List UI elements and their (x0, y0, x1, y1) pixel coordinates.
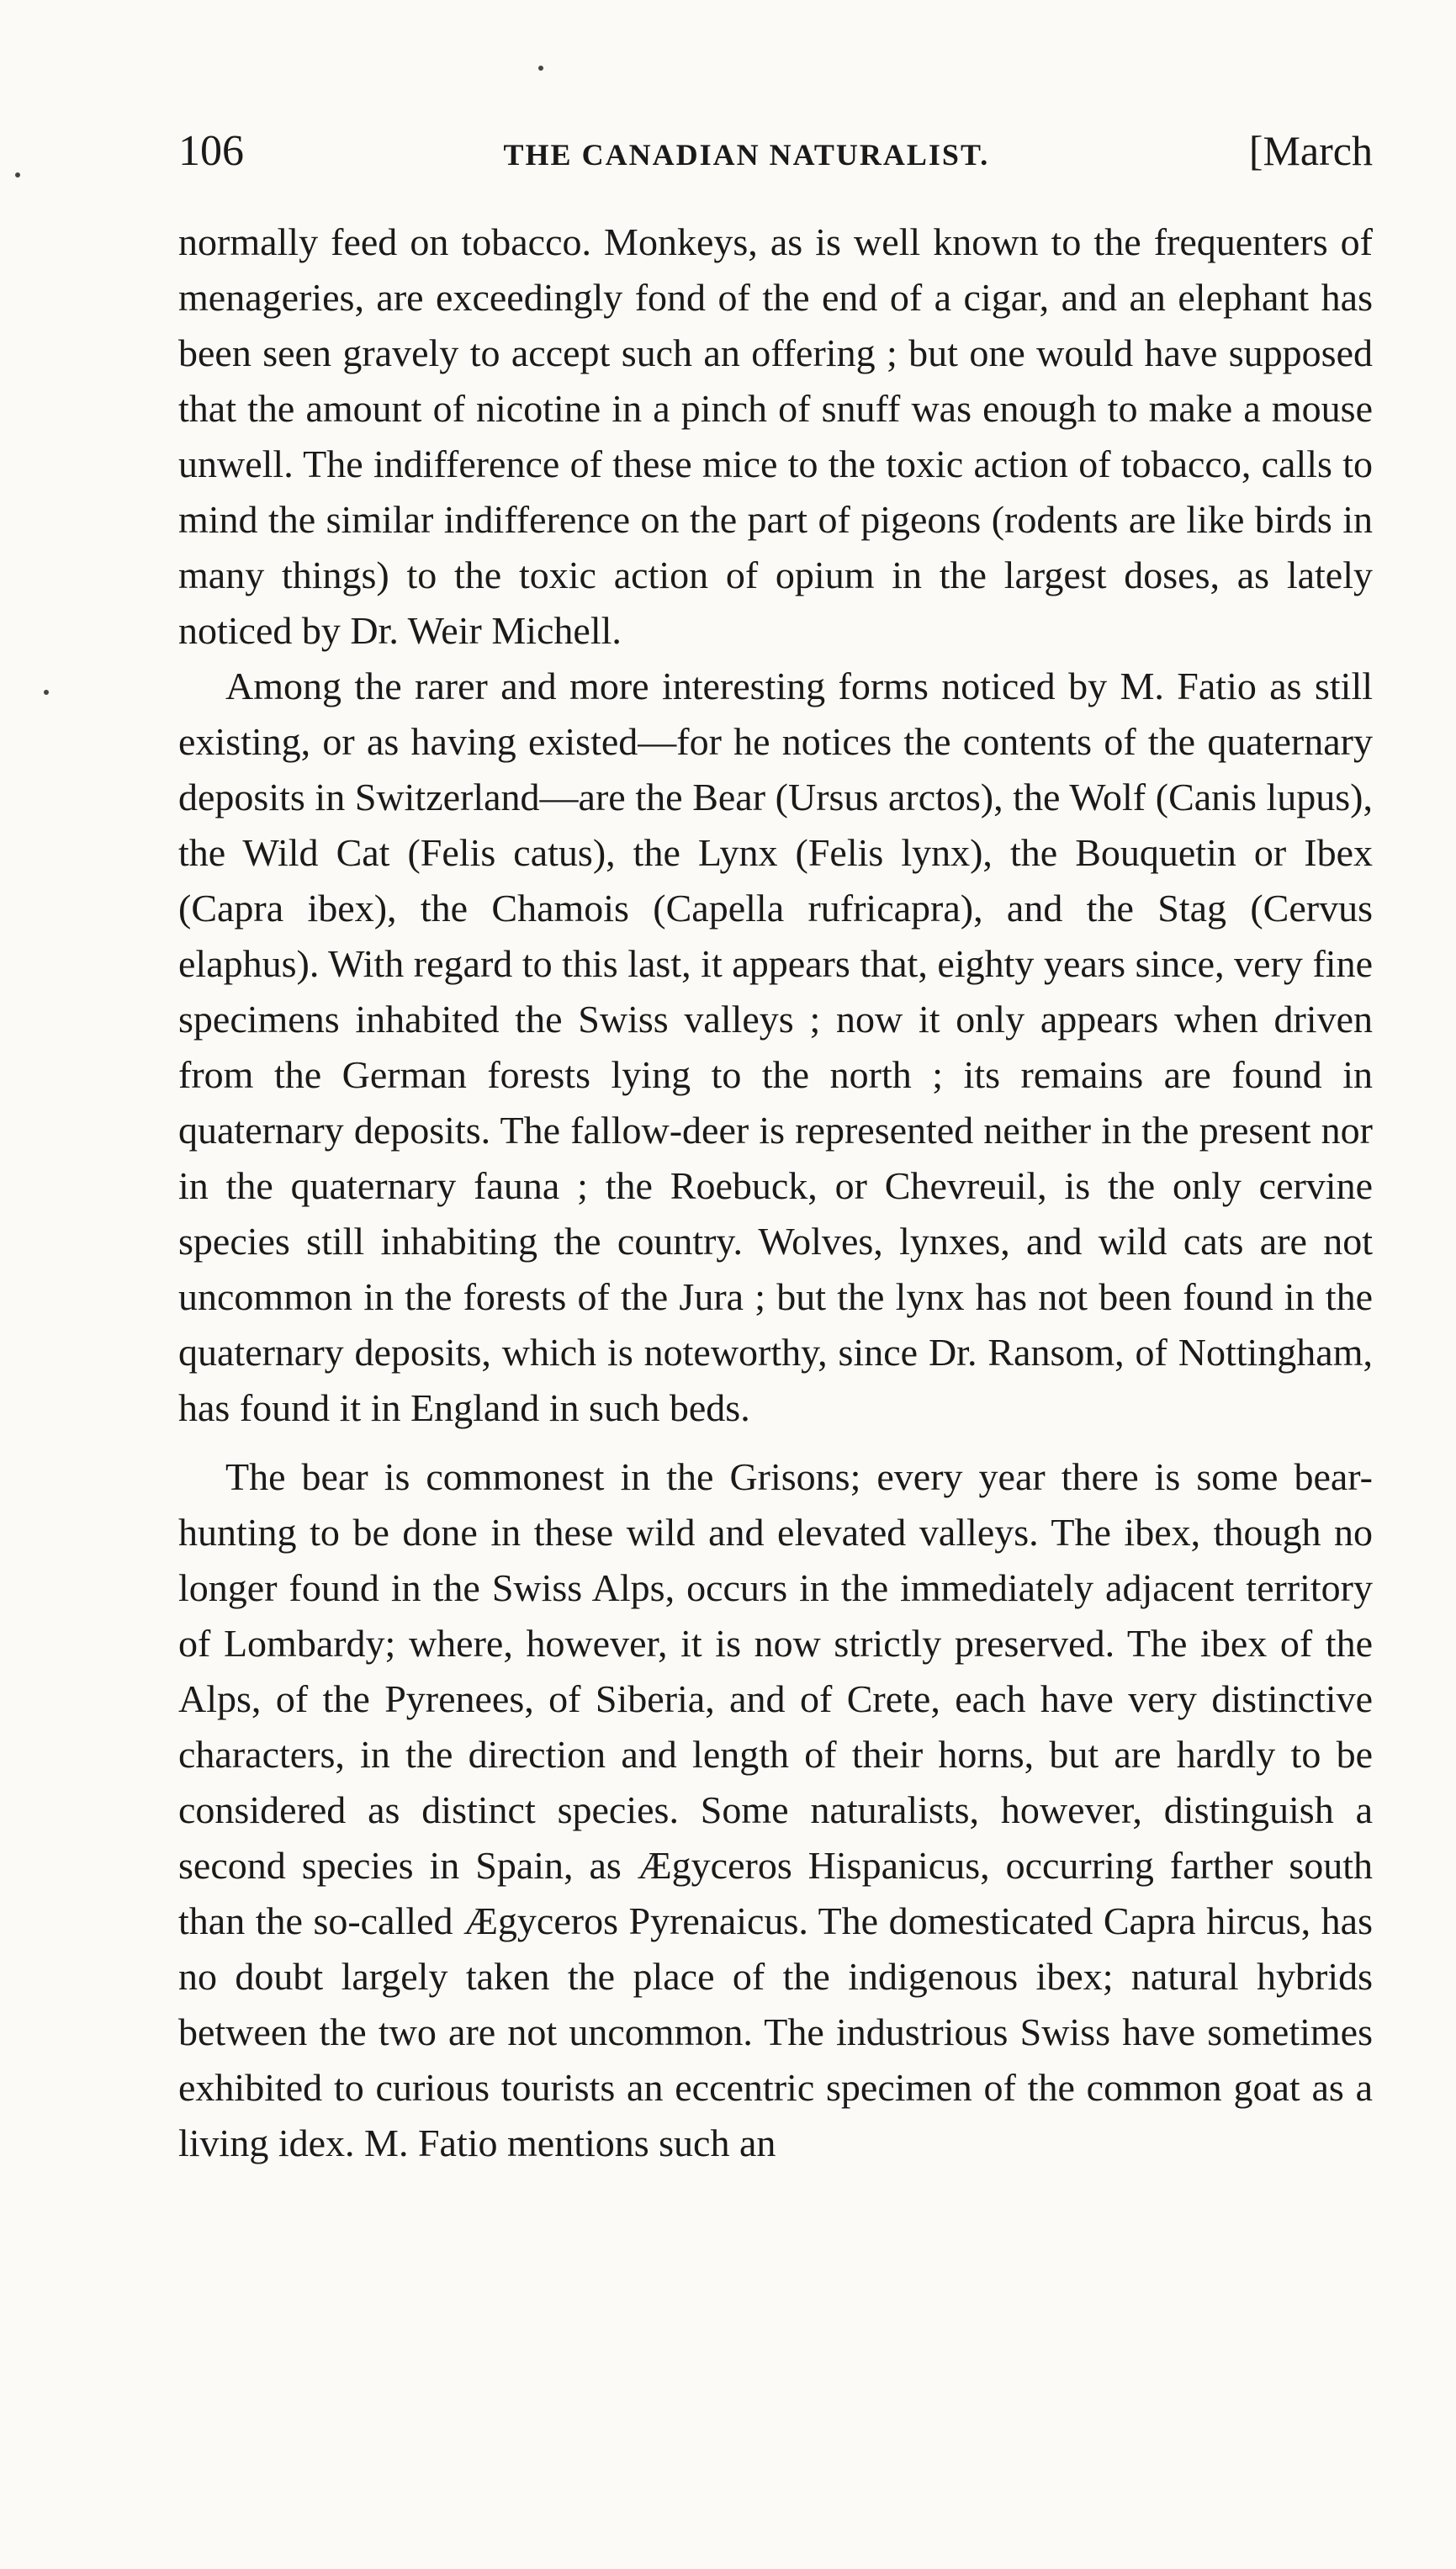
paragraph: Among the rarer and more interesting forms noticed by M. Fatio as still existing, or as having existed—for he notices the contents of the quaternary deposits in Switzerland—are the Bear (Ursus arctos), the Wolf (Canis lupus), the Wild Cat (Felis catus), the Lynx (Felis lynx), the Bouquetin or Ibex (Capra ibex), the Chamois (Capella rufricapra), and the Stag (Cervus elaphus). With regard to this last, it appears that, eighty years since, very fine specimens inhabited the Swiss valleys ; now it only appears when driven from the German forests lying to the north ; its remains are found in quaternary deposits. The fallow-deer is represented neither in the present nor in the quaternary fauna ; the Roebuck, or Chevreuil, is the only cervine species still inhabiting the country. Wolves, lynxes, and wild cats are not uncommon in the forests of the Jura ; but the lynx has not been found in the quaternary deposits, which is noteworthy, since Dr. Ransom, of Nottingham, has found it in England in such beds. (178, 665, 1373, 1429)
page-speck (538, 66, 543, 71)
body-text (178, 215, 1373, 2171)
paragraph: The bear is commonest in the Grisons; every year there is some bear-hunting to be done in these wild and elevated valleys. The ibex, though no longer found in the Swiss Alps, occurs in the immediately adjacent territory of Lombardy; where, however, it is now strictly preserved. The ibex of the Alps, of the Pyrenees, of Siberia, and of Crete, each have very distinctive characters, in the direction and length of their horns, but are hardly to be considered as distinct species. Some naturalists, however, distinguish a second species in Spain, as Ægyceros Hispanicus, occurring farther south than the so-called Ægyceros Pyrenaicus. The domesticated Capra hircus, has no doubt largely taken the place of the indigenous ibex; natural hybrids between the two are not uncommon. The industrious Swiss have sometimes exhibited to curious tourists an eccentric specimen of the common goat as a living idex. M. Fatio mentions such an (178, 1455, 1373, 2164)
page-speck (15, 172, 20, 177)
running-title: THE CANADIAN NATURALIST. (503, 138, 990, 172)
paragraph: normally feed on tobacco. Monkeys, as is well known to the frequenters of menageries, are exceedingly fond of the end of a cigar, and an elephant has been seen gravely to accept such an offering ; but one would have supposed that the amount of nicotine in a pinch of snuff was enough to make a mouse unwell. The indifference of these mice to the toxic action of tobacco, calls to mind the similar indifference on the part of pigeons (rodents are like birds in many things) to the toxic action of opium in the largest doses, as lately noticed by Dr. Weir Michell. (178, 220, 1373, 652)
page-number: 106 (178, 127, 244, 175)
header-month: [March (1248, 127, 1373, 174)
running-header (178, 126, 1373, 193)
page-speck (44, 690, 49, 695)
